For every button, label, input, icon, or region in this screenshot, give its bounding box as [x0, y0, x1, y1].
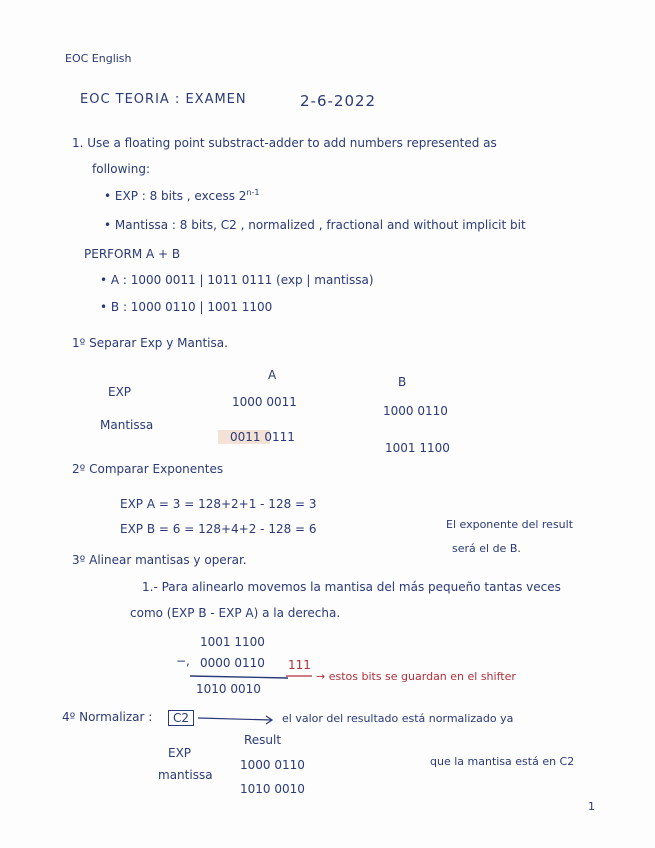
- sum-underline: [190, 676, 288, 678]
- operand-1: 1001 1100: [200, 635, 265, 649]
- mantissa-spec: • Mantissa : 8 bits, C2 , normalized , fractional and without implicit bit: [104, 218, 526, 232]
- step1-mantissa-b: 1001 1100: [385, 441, 450, 455]
- step2-note-1: El exponente del result: [446, 518, 574, 531]
- step1-title: 1º Separar Exp y Mantisa.: [72, 336, 228, 350]
- step4-mantissa-label: mantissa: [158, 768, 213, 782]
- shifter-note: → estos bits se guardan en el shifter: [316, 670, 516, 683]
- subtraction-result: 1010 0010: [196, 682, 261, 696]
- exp-spec-text: • EXP : 8 bits , excess 2: [104, 189, 247, 203]
- shifter-arrow: [198, 718, 272, 720]
- step2-exp-b: EXP B = 6 = 128+4+2 - 128 = 6: [120, 522, 317, 536]
- step1-mantissa-label: Mantissa: [100, 418, 154, 432]
- step2-exp-a: EXP A = 3 = 128+2+1 - 128 = 3: [120, 497, 317, 511]
- question-line-2: following:: [92, 162, 150, 176]
- step1-col-b: B: [398, 375, 407, 389]
- step1-exp-label: EXP: [108, 385, 132, 399]
- step1-exp-b: 1000 0110: [383, 404, 448, 418]
- step2-note-2: será el de B.: [452, 542, 521, 555]
- question-line-1: 1. Use a floating point substract-adder to add numbers represented as: [72, 136, 497, 150]
- step1-exp-a: 1000 0011: [232, 395, 297, 409]
- step4-mantissa-value: 1010 0010: [240, 782, 305, 796]
- page-title: EOC TEORIA : EXAMEN: [80, 92, 247, 107]
- step4-title: 4º Normalizar :: [62, 710, 153, 724]
- step3-line-2: como (EXP B - EXP A) a la derecha.: [130, 606, 341, 620]
- value-b: • B : 1000 0110 | 1001 1100: [100, 300, 273, 314]
- c2-box: C2: [168, 710, 194, 726]
- page-number: 1: [588, 800, 595, 813]
- course-name: EOC English: [65, 52, 132, 65]
- perform-line: PERFORM A + B: [84, 247, 181, 261]
- exp-spec-superscript: n-1: [246, 188, 260, 197]
- operand-2: 0000 0110: [200, 656, 265, 670]
- step1-col-a: A: [268, 368, 277, 382]
- step4-exp-label: EXP: [168, 746, 192, 760]
- step3-title: 3º Alinear mantisas y operar.: [72, 553, 247, 567]
- step1-mantissa-a: 0011 0111: [230, 430, 295, 444]
- step3-line-1: 1.- Para alinearlo movemos la mantisa del más pequeño tantas veces: [142, 580, 561, 594]
- step4-exp-value: 1000 0110: [240, 758, 305, 772]
- shifted-bits: 111: [288, 658, 311, 672]
- step2-title: 2º Comparar Exponentes: [72, 462, 224, 476]
- step4-note-2: que la mantisa está en C2: [430, 755, 575, 768]
- exam-date: 2-6-2022: [300, 92, 377, 110]
- result-label: Result: [244, 733, 282, 747]
- step4-note-1: el valor del resultado está normalizado ya: [282, 712, 514, 725]
- value-a: • A : 1000 0011 | 1011 0111 (exp | mantissa): [100, 273, 374, 287]
- minus-sign: −,: [176, 654, 190, 668]
